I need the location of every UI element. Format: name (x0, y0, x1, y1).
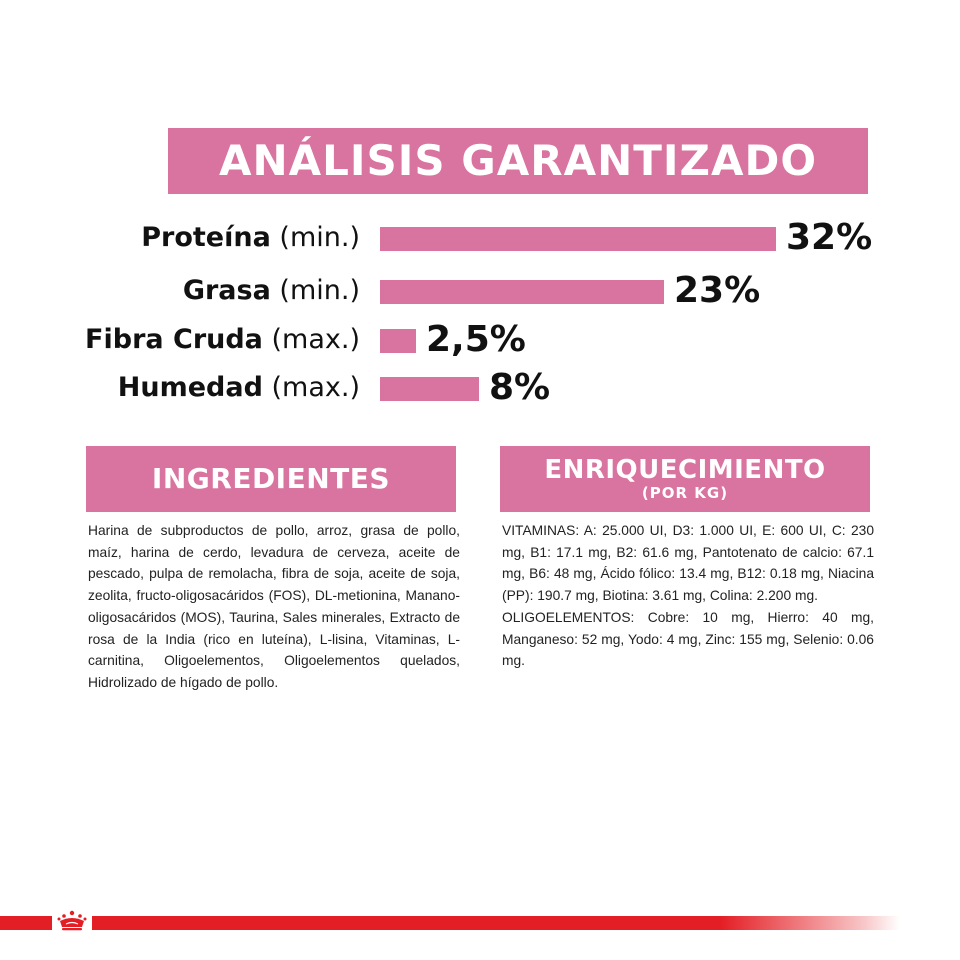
title-banner (168, 128, 868, 194)
nutrient-name: Grasa (182, 275, 271, 306)
ingredients-banner (86, 446, 456, 512)
ingredients-list: Harina de subproductos de pollo, arroz, grasa de pollo, maíz, harina de cerdo, levadura de cerveza, aceite de pescado, pulpa de remolacha, fibra de soja, aceite de soja, zeolita, fructo-oligosacáridos (FOS), DL-metionina, Manano-oligosacáridos (MOS), Taurina, Sales minerales, Extracto de rosa de la India (rico en luteína), L-lisina, Vitaminas, L-carnitina, Oligoelementos, Oligoelementos quelados, Hidrolizado de hígado de pollo. (88, 523, 460, 690)
chart-row (0, 216, 960, 260)
chart-row (0, 269, 960, 313)
nutrient-qualifier: (min.) (279, 222, 360, 253)
brand-logo (52, 908, 92, 936)
crown-icon (56, 909, 88, 936)
nutrient-name: Fibra Cruda (85, 324, 263, 355)
chart-row (0, 366, 960, 410)
chart-row (0, 318, 960, 362)
row-label (183, 269, 360, 313)
enrichment-subheading: (POR KG) (641, 484, 729, 502)
nutrient-qualifier: (max.) (271, 324, 360, 355)
bar-value-label: 23% (674, 270, 761, 311)
nutrient-name: Proteína (141, 222, 271, 253)
ingredients-text (88, 520, 460, 694)
enrichment-heading: ENRIQUECIMIENTO (544, 455, 826, 485)
nutrient-bar (380, 227, 776, 251)
row-label (85, 318, 360, 362)
page-title: ANÁLISIS GARANTIZADO (218, 136, 818, 185)
trace-elements-text: OLIGOELEMENTOS: Cobre: 10 mg, Hierro: 40 mg, Manganeso: 52 mg, Yodo: 4 mg, Zinc: 155 mg, Selenio: 0.06 mg. (502, 609, 874, 669)
nutrient-qualifier: (max.) (271, 372, 360, 403)
row-label (118, 366, 360, 410)
nutrient-bar (380, 377, 479, 401)
nutrient-bar (380, 280, 664, 304)
bar-value-label: 32% (786, 217, 873, 258)
row-label (141, 216, 360, 260)
ingredients-heading: INGREDIENTES (151, 462, 391, 495)
bar-value-label: 8% (489, 367, 551, 408)
bar-value-label: 2,5% (426, 319, 526, 360)
nutrient-bar (380, 329, 416, 353)
vitamins-text: VITAMINAS: A: 25.000 UI, D3: 1.000 UI, E: 600 UI, C: 230 mg, B1: 17.1 mg, B2: 61.6 mg, Pantotenato de calcio: 67.1 mg, B6: 48 mg, Ácido fólico: 13.4 mg, B12: 0.18 mg, Niacina (PP): 190.7 mg, Biotina: 3.61 mg, Colina: 2.200 mg. (502, 523, 874, 604)
enrichment-banner (500, 446, 870, 512)
nutrient-qualifier: (min.) (279, 275, 360, 306)
nutrient-name: Humedad (117, 372, 263, 403)
enrichment-text (502, 520, 874, 672)
footer-brand-line (0, 916, 900, 930)
